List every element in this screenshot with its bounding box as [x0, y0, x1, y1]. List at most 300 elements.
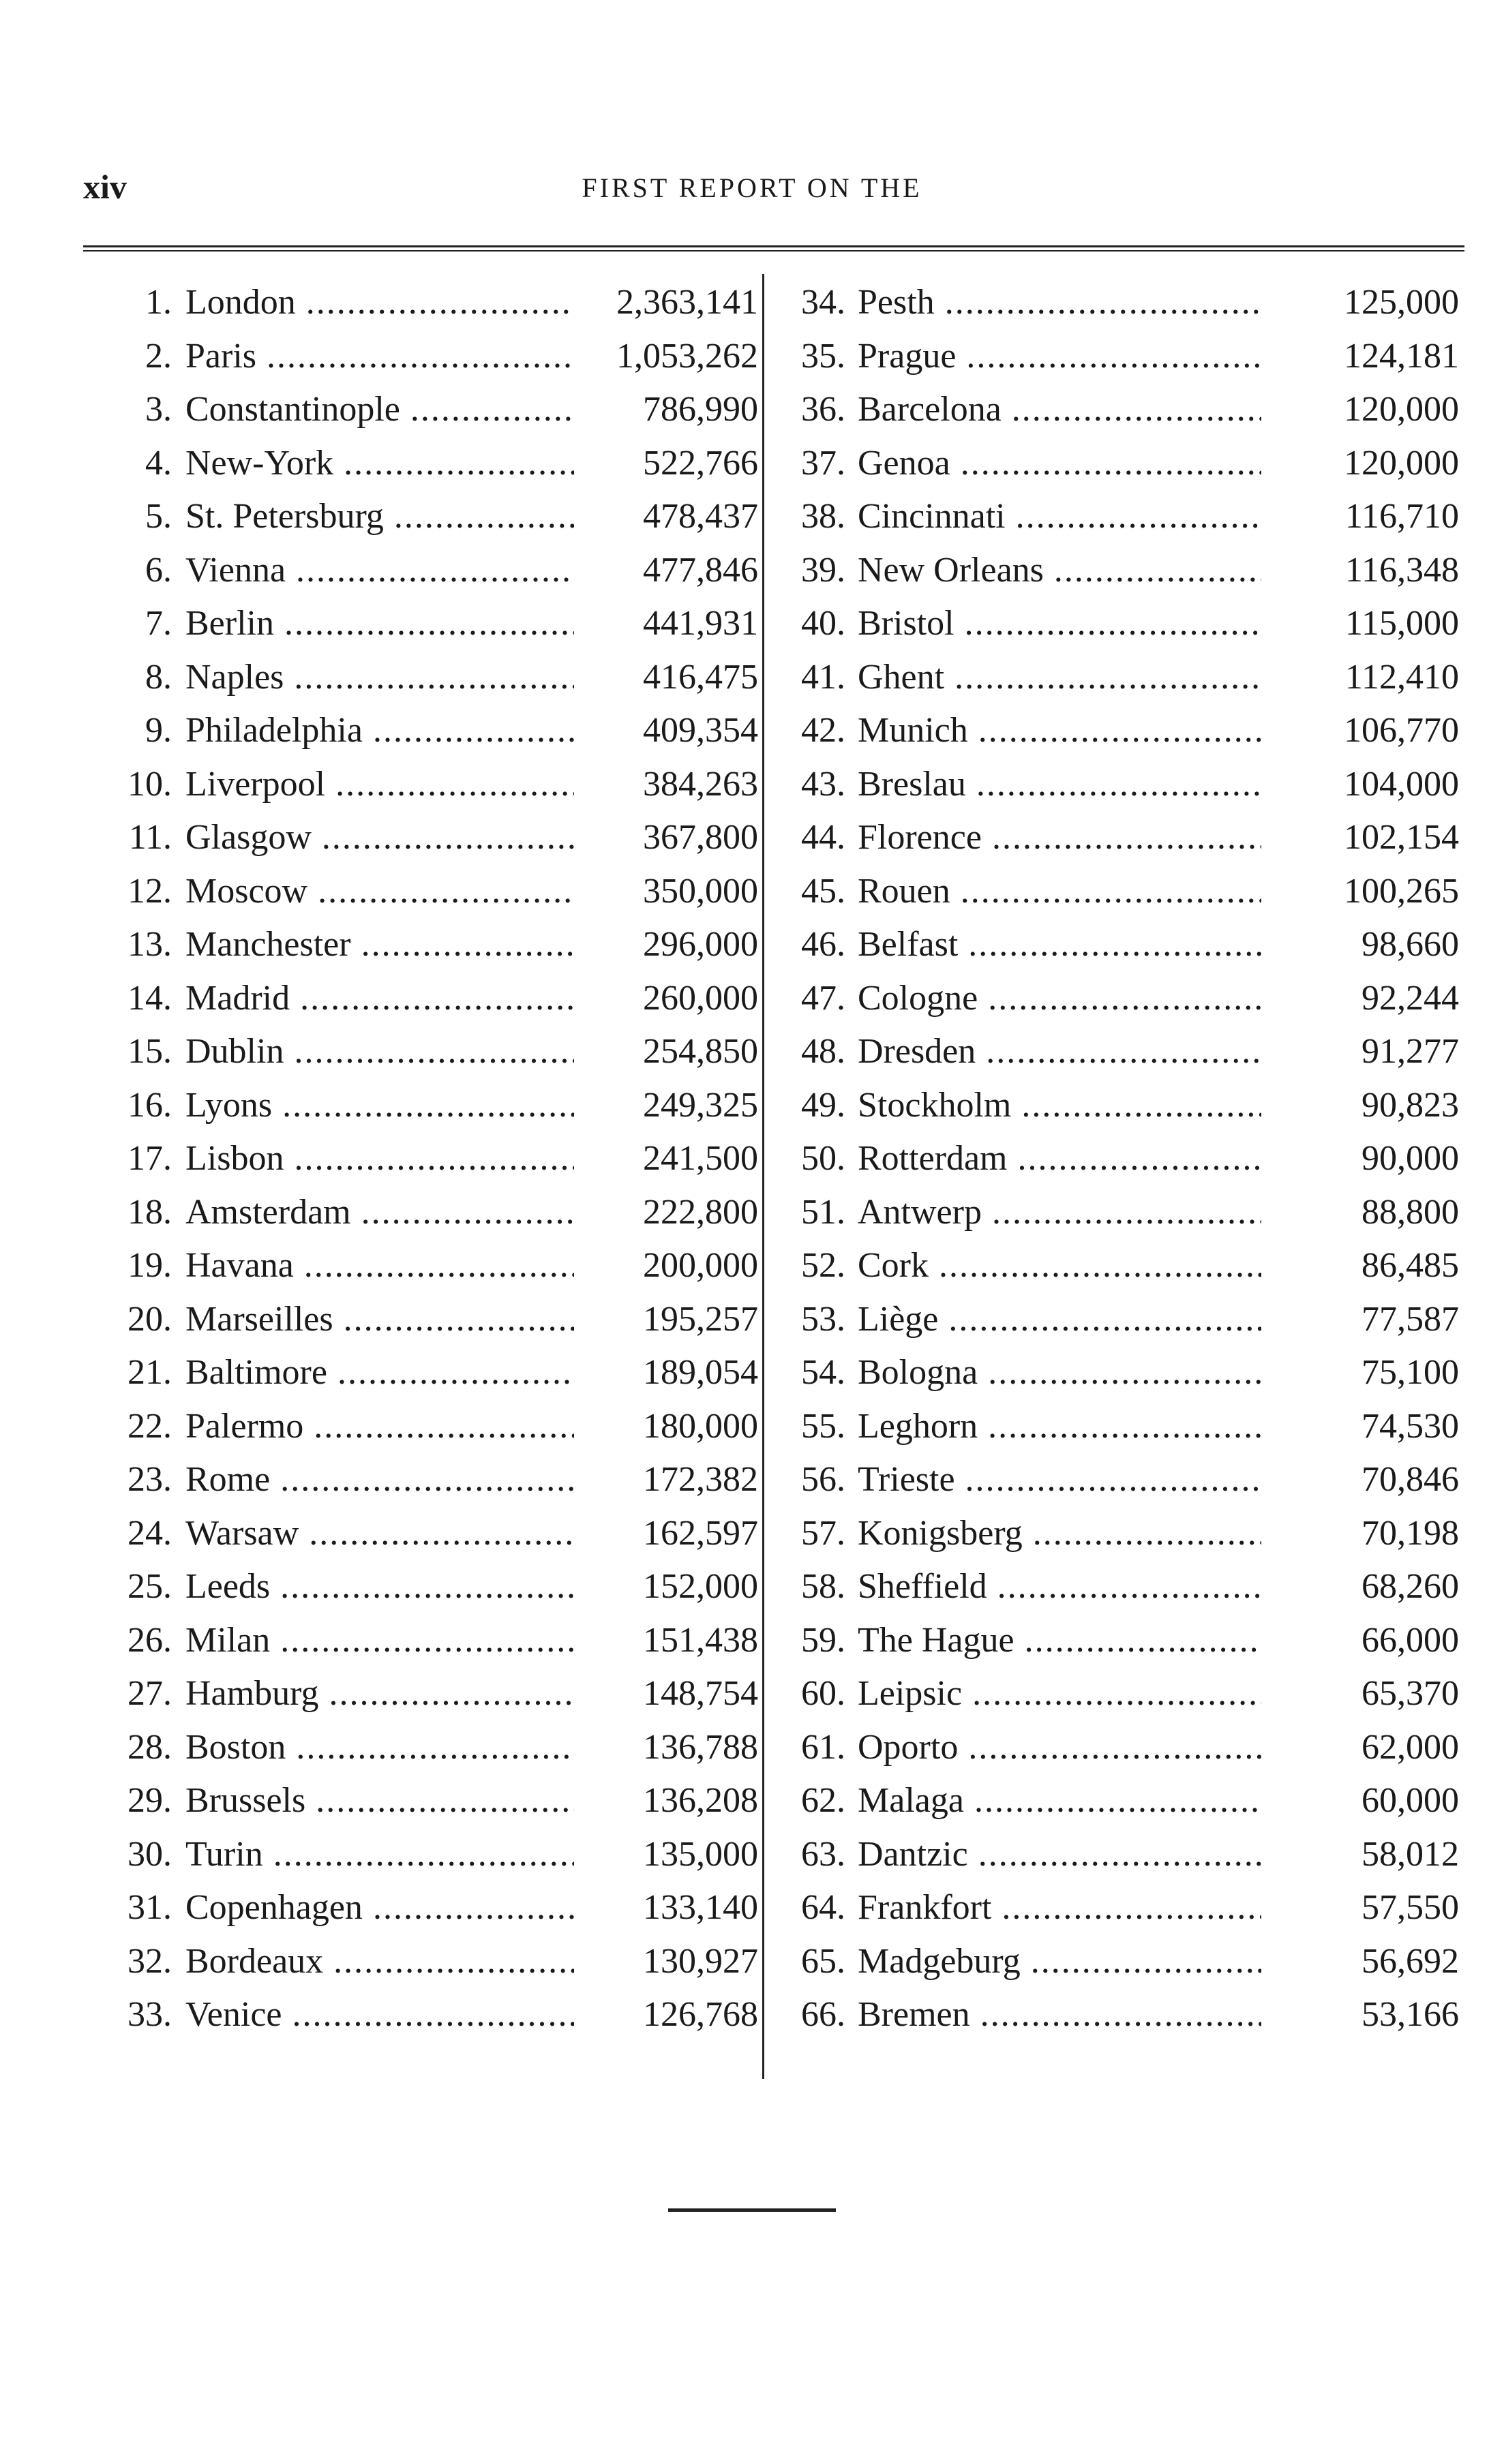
dot-leader — [944, 658, 1261, 697]
population-value: 409,354 — [643, 711, 758, 750]
rank-number: 36. — [801, 390, 845, 429]
table-row — [777, 1935, 1459, 1989]
population-value: 112,410 — [1344, 657, 1459, 697]
rank-number: 62. — [801, 1781, 845, 1820]
table-row — [777, 437, 1459, 491]
city-name-cell — [858, 437, 1261, 491]
table-row — [83, 1560, 758, 1614]
population-value: 120,000 — [1344, 390, 1459, 429]
population-value: 162,597 — [643, 1513, 758, 1553]
city-name: Havana — [185, 1246, 294, 1285]
rank-number: 10. — [127, 764, 172, 804]
rank-number: 38. — [801, 497, 845, 536]
rank-number: 59. — [801, 1620, 845, 1660]
population-value: 116,348 — [1344, 550, 1459, 590]
page-number: xiv — [83, 168, 127, 206]
rank-number: 57. — [801, 1513, 845, 1553]
rank-number: 35. — [801, 336, 845, 376]
rank-number: 48. — [801, 1032, 845, 1071]
population-value: 152,000 — [643, 1567, 758, 1606]
population-value: 222,800 — [643, 1192, 758, 1232]
city-name-cell — [858, 1132, 1261, 1186]
city-name: Genoa — [858, 443, 950, 483]
city-name: Frankfort — [858, 1888, 992, 1927]
rank-number: 40. — [801, 604, 845, 643]
table-row — [777, 811, 1459, 865]
city-name-cell — [185, 918, 574, 972]
table-row — [83, 544, 758, 598]
table-row — [83, 1614, 758, 1668]
city-name: Copenhagen — [185, 1888, 363, 1927]
rank-number: 53. — [801, 1299, 845, 1339]
city-name: Palermo — [185, 1406, 304, 1446]
population-value: 57,550 — [1362, 1888, 1459, 1927]
rank-number: 43. — [801, 764, 845, 804]
city-name-cell — [858, 1400, 1261, 1454]
city-name: Boston — [185, 1727, 286, 1767]
city-name-cell — [185, 1239, 574, 1293]
city-name-cell — [185, 1186, 574, 1240]
city-name: Glasgow — [185, 818, 312, 857]
city-name-cell — [185, 1935, 574, 1989]
dot-leader — [286, 551, 574, 590]
dot-leader — [1011, 1086, 1261, 1125]
dot-leader — [991, 1888, 1261, 1927]
dot-leader — [318, 1674, 574, 1713]
population-value: 195,257 — [643, 1299, 758, 1339]
dot-leader — [964, 1781, 1261, 1820]
population-value: 1,053,262 — [616, 336, 758, 376]
city-name-cell — [185, 1346, 574, 1400]
city-name: Pesth — [858, 283, 935, 322]
population-value: 254,850 — [643, 1032, 758, 1071]
dot-leader — [284, 1139, 574, 1178]
city-name-cell — [185, 1079, 574, 1133]
table-row — [83, 1774, 758, 1828]
table-row — [83, 1239, 758, 1293]
table-row — [777, 1025, 1459, 1079]
city-name: Sheffield — [858, 1567, 987, 1606]
city-name-cell — [185, 276, 574, 330]
rank-number: 65. — [801, 1941, 845, 1981]
rank-number: 28. — [127, 1727, 172, 1767]
population-value: 115,000 — [1344, 604, 1459, 643]
city-name: Dantzic — [858, 1834, 968, 1874]
city-name-cell — [858, 1988, 1261, 2042]
table-row — [83, 276, 758, 330]
city-name: Rotterdam — [858, 1139, 1008, 1178]
city-name-cell — [185, 1025, 574, 1079]
city-name: London — [185, 283, 296, 322]
city-name: Brussels — [185, 1781, 306, 1820]
table-row — [777, 1079, 1459, 1133]
population-value: 350,000 — [643, 871, 758, 911]
population-value: 74,530 — [1362, 1406, 1459, 1446]
city-name: Cologne — [858, 978, 978, 1018]
city-name: Antwerp — [858, 1192, 982, 1232]
population-value: 2,363,141 — [616, 283, 758, 322]
city-name-cell — [185, 1721, 574, 1775]
dot-leader — [1014, 1621, 1261, 1660]
city-name-cell — [185, 1400, 574, 1454]
dot-leader — [384, 497, 574, 536]
city-name-cell — [185, 490, 574, 544]
rank-number: 58. — [801, 1567, 845, 1606]
population-value: 77,587 — [1362, 1299, 1459, 1339]
city-name-cell — [858, 1239, 1261, 1293]
city-name: Bremen — [858, 1995, 970, 2034]
dot-leader — [978, 1407, 1261, 1446]
dot-leader — [274, 604, 574, 643]
dot-leader — [323, 1942, 574, 1981]
city-name: Hamburg — [185, 1674, 319, 1713]
population-value: 172,382 — [643, 1460, 758, 1499]
city-name: Lyons — [185, 1085, 273, 1125]
population-value: 56,692 — [1362, 1941, 1459, 1981]
city-name: Liverpool — [185, 764, 326, 804]
dot-leader — [935, 283, 1261, 322]
rank-number: 27. — [127, 1674, 172, 1713]
city-name: Liège — [858, 1299, 939, 1339]
city-name: Turin — [185, 1834, 263, 1874]
city-name: Belfast — [858, 925, 959, 964]
population-value: 136,208 — [643, 1781, 758, 1820]
table-row — [777, 758, 1459, 812]
table-row — [83, 758, 758, 812]
dot-leader — [956, 337, 1261, 376]
rank-number: 17. — [127, 1139, 172, 1178]
population-value: 786,990 — [643, 390, 758, 429]
table-row — [777, 704, 1459, 758]
rank-number: 7. — [145, 604, 172, 643]
city-name: Bordeaux — [185, 1941, 324, 1981]
rank-number: 49. — [801, 1085, 845, 1125]
dot-leader — [968, 711, 1261, 750]
dot-leader — [970, 1995, 1261, 2034]
rank-number: 14. — [127, 978, 172, 1018]
table-row — [83, 1132, 758, 1186]
population-value: 441,931 — [643, 604, 758, 643]
dot-leader — [270, 1567, 574, 1606]
table-row — [777, 918, 1459, 972]
table-row — [777, 1346, 1459, 1400]
dot-leader — [978, 979, 1261, 1018]
city-name: Berlin — [185, 604, 274, 643]
table-row — [777, 1293, 1459, 1347]
table-row — [777, 597, 1459, 651]
dot-leader — [976, 1032, 1261, 1071]
table-row — [83, 1079, 758, 1133]
population-value: 86,485 — [1362, 1246, 1459, 1285]
table-row — [777, 1828, 1459, 1882]
population-value: 260,000 — [643, 978, 758, 1018]
table-row — [83, 1881, 758, 1935]
dot-leader — [968, 1835, 1261, 1874]
dot-leader — [325, 765, 574, 804]
population-value: 367,800 — [643, 818, 758, 857]
population-value: 88,800 — [1362, 1192, 1459, 1232]
rank-number: 37. — [801, 443, 845, 483]
population-value: 135,000 — [643, 1834, 758, 1874]
table-row — [777, 1988, 1459, 2042]
dot-leader — [299, 1514, 574, 1553]
city-name-cell — [858, 1186, 1261, 1240]
city-name: New-York — [185, 443, 334, 483]
table-row — [777, 1132, 1459, 1186]
dot-leader — [296, 283, 574, 322]
city-name-cell — [185, 1507, 574, 1561]
city-name-cell — [858, 1079, 1261, 1133]
population-value: 90,823 — [1362, 1085, 1459, 1125]
population-value: 133,140 — [643, 1888, 758, 1927]
table-row — [83, 918, 758, 972]
city-name-cell — [185, 1560, 574, 1614]
dot-leader — [955, 1460, 1261, 1499]
city-name-cell — [858, 865, 1261, 919]
dot-leader — [272, 1086, 574, 1125]
city-name-cell — [858, 1774, 1261, 1828]
table-row — [83, 1507, 758, 1561]
population-value: 116,710 — [1344, 497, 1459, 536]
dot-leader — [294, 1246, 574, 1285]
city-name: Leeds — [185, 1567, 271, 1606]
rank-number: 15. — [127, 1032, 172, 1071]
population-value: 477,846 — [643, 550, 758, 590]
population-value: 120,000 — [1344, 443, 1459, 483]
city-name: The Hague — [858, 1620, 1014, 1660]
rank-number: 3. — [145, 390, 172, 429]
table-row — [83, 383, 758, 437]
city-name: Trieste — [858, 1460, 955, 1499]
city-name-cell — [185, 1828, 574, 1882]
population-value: 70,846 — [1362, 1460, 1459, 1499]
rank-number: 1. — [145, 283, 172, 322]
rank-number: 26. — [127, 1620, 172, 1660]
dot-leader — [351, 925, 574, 964]
rank-number: 25. — [127, 1567, 172, 1606]
table-row — [83, 490, 758, 544]
city-name: Florence — [858, 818, 982, 857]
dot-leader — [400, 390, 574, 429]
population-value: 125,000 — [1344, 283, 1459, 322]
dot-leader — [938, 1300, 1261, 1339]
city-name: Leipsic — [858, 1674, 963, 1713]
city-name: Barcelona — [858, 390, 1002, 429]
rank-number: 23. — [127, 1460, 172, 1499]
rank-number: 64. — [801, 1888, 845, 1927]
dot-leader — [1006, 497, 1261, 536]
city-name-cell — [185, 1988, 574, 2042]
city-name-cell — [185, 544, 574, 598]
city-name-cell — [185, 1774, 574, 1828]
city-name-cell — [858, 651, 1261, 705]
city-name: Philadelphia — [185, 711, 363, 750]
table-row — [777, 490, 1459, 544]
city-name-cell — [858, 1507, 1261, 1561]
population-value: 180,000 — [643, 1406, 758, 1446]
city-name: Bologna — [858, 1353, 978, 1392]
city-name: Munich — [858, 711, 968, 750]
table-row — [83, 1453, 758, 1507]
table-row — [777, 651, 1459, 705]
dot-leader — [312, 818, 574, 857]
city-name: New Orleans — [858, 550, 1044, 590]
table-row — [777, 1507, 1459, 1561]
city-name-cell — [858, 597, 1261, 651]
city-name-cell — [858, 1721, 1261, 1775]
rank-number: 33. — [127, 1995, 172, 2034]
dot-leader — [978, 1353, 1261, 1392]
city-name: Moscow — [185, 871, 308, 911]
rank-number: 9. — [145, 711, 172, 750]
city-name: Rouen — [858, 871, 950, 911]
bottom-rule — [668, 2208, 836, 2212]
rank-number: 41. — [801, 657, 845, 697]
rank-number: 19. — [127, 1246, 172, 1285]
city-name-cell — [185, 651, 574, 705]
rank-number: 2. — [145, 336, 172, 376]
city-name: Vienna — [185, 550, 286, 590]
city-name-cell — [185, 972, 574, 1026]
table-row — [83, 1293, 758, 1347]
table-row — [83, 597, 758, 651]
table-row — [83, 1400, 758, 1454]
city-name: Stockholm — [858, 1085, 1012, 1125]
city-name: Ghent — [858, 657, 945, 697]
table-right-column — [777, 276, 1459, 2042]
population-value: 104,000 — [1344, 764, 1459, 804]
dot-leader — [305, 1781, 574, 1820]
city-name-cell — [858, 276, 1261, 330]
rank-number: 44. — [801, 818, 845, 857]
dot-leader — [282, 1995, 574, 2034]
city-name-cell — [858, 1667, 1261, 1721]
city-name: Leghorn — [858, 1406, 978, 1446]
city-name: Cincinnati — [858, 497, 1006, 536]
dot-leader — [950, 444, 1261, 483]
rank-number: 12. — [127, 871, 172, 911]
population-value: 100,265 — [1344, 871, 1459, 911]
population-value: 102,154 — [1344, 818, 1459, 857]
table-row — [83, 1935, 758, 1989]
dot-leader — [1023, 1514, 1261, 1553]
city-name-cell — [185, 1132, 574, 1186]
dot-leader — [290, 979, 574, 1018]
population-value: 384,263 — [643, 764, 758, 804]
rank-number: 55. — [801, 1406, 845, 1446]
rank-number: 56. — [801, 1460, 845, 1499]
dot-leader — [270, 1621, 574, 1660]
city-name-cell — [185, 1881, 574, 1935]
population-value: 62,000 — [1362, 1727, 1459, 1767]
city-name-cell — [185, 1293, 574, 1347]
column-divider — [762, 274, 764, 2079]
city-name: Konigsberg — [858, 1513, 1023, 1553]
city-name: Marseilles — [185, 1299, 333, 1339]
table-row — [777, 1774, 1459, 1828]
city-name-cell — [185, 1614, 574, 1668]
table-row — [777, 1453, 1459, 1507]
rank-number: 20. — [127, 1299, 172, 1339]
rank-number: 51. — [801, 1192, 845, 1232]
city-name-cell — [185, 758, 574, 812]
table-row — [777, 972, 1459, 1026]
city-name-cell — [858, 758, 1261, 812]
table-row — [83, 1346, 758, 1400]
rank-number: 63. — [801, 1834, 845, 1874]
dot-leader — [958, 925, 1261, 964]
population-value: 106,770 — [1344, 711, 1459, 750]
city-name-cell — [185, 704, 574, 758]
population-value: 136,788 — [643, 1727, 758, 1767]
population-value: 58,012 — [1362, 1834, 1459, 1874]
city-name: Madrid — [185, 978, 290, 1018]
dot-leader — [284, 658, 574, 697]
population-value: 148,754 — [643, 1674, 758, 1713]
city-name: Warsaw — [185, 1513, 299, 1553]
table-row — [83, 651, 758, 705]
rank-number: 6. — [145, 550, 172, 590]
city-name-cell — [858, 1614, 1261, 1668]
population-value: 130,927 — [643, 1941, 758, 1981]
city-name-cell — [185, 437, 574, 491]
city-name: Dublin — [185, 1032, 284, 1071]
population-value: 126,768 — [643, 1995, 758, 2034]
rank-number: 42. — [801, 711, 845, 750]
dot-leader — [263, 1835, 574, 1874]
rank-number: 47. — [801, 978, 845, 1018]
dot-leader — [954, 604, 1261, 643]
table-row — [777, 1400, 1459, 1454]
city-name-cell — [185, 597, 574, 651]
rank-number: 13. — [127, 925, 172, 964]
population-value: 249,325 — [643, 1085, 758, 1125]
rank-number: 61. — [801, 1727, 845, 1767]
rank-number: 54. — [801, 1353, 845, 1392]
table-row — [83, 1721, 758, 1775]
dot-leader — [351, 1193, 574, 1232]
dot-leader — [284, 1032, 574, 1071]
city-name-cell — [858, 1293, 1261, 1347]
table-row — [777, 383, 1459, 437]
rank-number: 5. — [145, 497, 172, 536]
city-name: Paris — [185, 336, 256, 376]
population-value: 65,370 — [1362, 1674, 1459, 1713]
dot-leader — [333, 444, 574, 483]
table-row — [777, 1560, 1459, 1614]
city-name-cell — [185, 383, 574, 437]
rank-number: 8. — [145, 657, 172, 697]
city-name-cell — [185, 811, 574, 865]
table-row — [83, 865, 758, 919]
rank-number: 21. — [127, 1353, 172, 1392]
city-name-cell — [858, 811, 1261, 865]
rank-number: 39. — [801, 550, 845, 590]
city-name: Constantinople — [185, 390, 400, 429]
city-name: Lisbon — [185, 1139, 284, 1178]
rank-number: 32. — [127, 1941, 172, 1981]
population-value: 60,000 — [1362, 1781, 1459, 1820]
dot-leader — [333, 1300, 574, 1339]
city-name: Dresden — [858, 1032, 976, 1071]
dot-leader — [286, 1728, 574, 1767]
table-row — [777, 1239, 1459, 1293]
population-value: 416,475 — [643, 657, 758, 697]
dot-leader — [987, 1567, 1261, 1606]
population-value: 241,500 — [643, 1139, 758, 1178]
dot-leader — [966, 765, 1261, 804]
dot-leader — [982, 818, 1261, 857]
